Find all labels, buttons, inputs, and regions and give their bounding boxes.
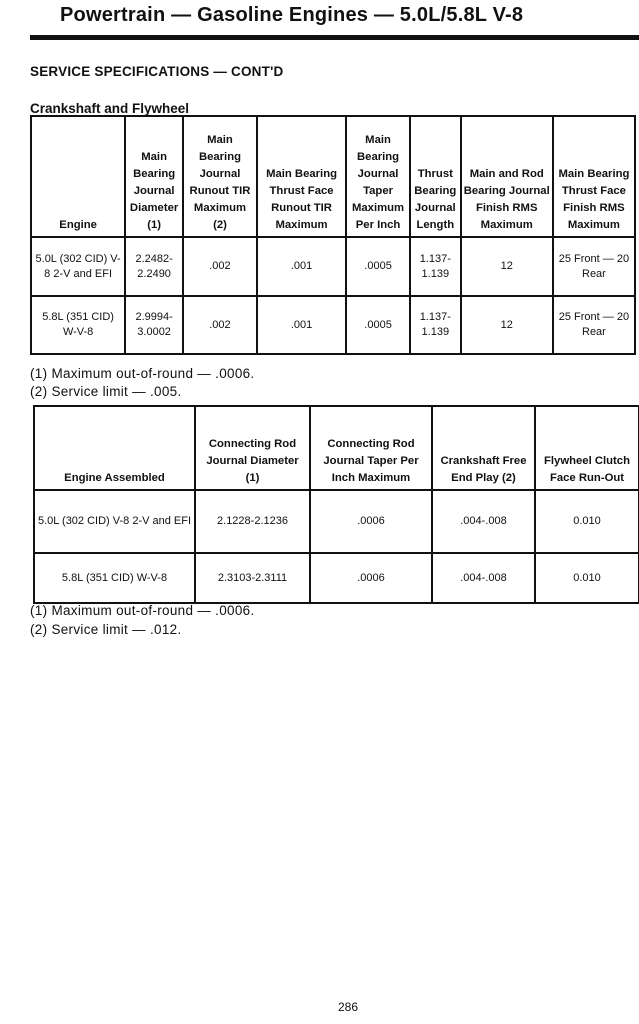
table-cell: .0005 <box>346 237 410 296</box>
table-cell: .002 <box>183 237 257 296</box>
table-cell: 1.137-1.139 <box>410 237 461 296</box>
table-cell: 2.2482-2.2490 <box>125 237 183 296</box>
connecting-rod-spec-table <box>33 405 639 604</box>
column-header: Main Bearing Journal Taper Maximum Per Inch <box>346 116 410 237</box>
column-header: Crankshaft Free End Play (2) <box>432 406 535 490</box>
table-cell: .002 <box>183 296 257 354</box>
section-subtitle: Crankshaft and Flywheel <box>30 101 190 116</box>
table-cell: .0006 <box>310 553 432 603</box>
table-cell: 5.0L (302 CID) V-8 2-V and EFI <box>31 237 125 296</box>
footnote: (1) Maximum out-of-round — .0006. <box>30 366 255 381</box>
page-number: 286 <box>338 1000 359 1014</box>
column-header: Main Bearing Journal Diameter (1) <box>125 116 183 237</box>
column-header: Connecting Rod Journal Diameter (1) <box>195 406 310 490</box>
table-cell: 0.010 <box>535 553 639 603</box>
table-row <box>34 490 639 553</box>
column-header: Connecting Rod Journal Taper Per Inch Maximum <box>310 406 432 490</box>
table-cell: 12 <box>461 296 553 354</box>
table-cell: 5.0L (302 CID) V-8 2-V and EFI <box>34 490 195 553</box>
table-cell: 2.3103-2.3111 <box>195 553 310 603</box>
column-header: Engine Assembled <box>34 406 195 490</box>
table-row <box>31 296 635 354</box>
column-header: Thrust Bearing Journal Length <box>410 116 461 237</box>
table-row <box>34 553 639 603</box>
header-rule <box>30 35 639 40</box>
column-header: Main Bearing Thrust Face Runout TIR Maximum <box>257 116 346 237</box>
table-cell: .001 <box>257 237 346 296</box>
footnote: (2) Service limit — .005. <box>30 384 182 399</box>
table-header-row <box>31 116 635 237</box>
table-row <box>31 237 635 296</box>
table-header-row <box>34 406 639 490</box>
table-cell: .004-.008 <box>432 490 535 553</box>
table-cell: .0005 <box>346 296 410 354</box>
column-header: Main Bearing Thrust Face Finish RMS Maximum <box>553 116 635 237</box>
footnote: (2) Service limit — .012. <box>30 622 182 637</box>
table-cell: 5.8L (351 CID) W-V-8 <box>31 296 125 354</box>
table-cell: 0.010 <box>535 490 639 553</box>
column-header: Main Bearing Journal Runout TIR Maximum (2) <box>183 116 257 237</box>
table-cell: 5.8L (351 CID) W-V-8 <box>34 553 195 603</box>
column-header: Engine <box>31 116 125 237</box>
table-cell: .0006 <box>310 490 432 553</box>
table-cell: 12 <box>461 237 553 296</box>
table-cell: 25 Front — 20 Rear <box>553 296 635 354</box>
footnote: (1) Maximum out-of-round — .0006. <box>30 603 255 618</box>
table-cell: .001 <box>257 296 346 354</box>
table-cell: 1.137-1.139 <box>410 296 461 354</box>
page-title: Powertrain — Gasoline Engines — 5.0L/5.8L V-8 <box>60 4 524 26</box>
table-cell: 2.9994-3.0002 <box>125 296 183 354</box>
table-cell: 2.1228-2.1236 <box>195 490 310 553</box>
column-header: Main and Rod Bearing Journal Finish RMS Maximum <box>461 116 553 237</box>
table-cell: 25 Front — 20 Rear <box>553 237 635 296</box>
table-cell: .004-.008 <box>432 553 535 603</box>
section-title: SERVICE SPECIFICATIONS — CONT'D <box>30 64 284 79</box>
column-header: Flywheel Clutch Face Run-Out <box>535 406 639 490</box>
crankshaft-spec-table <box>30 115 636 355</box>
